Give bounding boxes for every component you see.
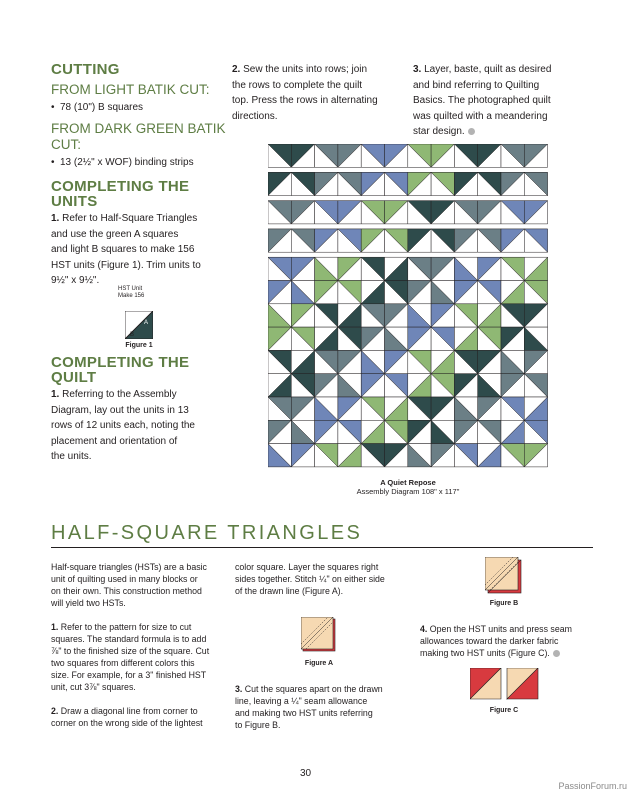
hst-unit bbox=[361, 397, 384, 420]
hst-unit bbox=[291, 304, 314, 327]
hst-unit bbox=[478, 327, 501, 350]
step-number: 3. bbox=[235, 684, 243, 694]
hst-unit bbox=[431, 304, 454, 327]
figure-1-label-1: HST Unit bbox=[118, 286, 143, 292]
hst-unit bbox=[361, 350, 384, 373]
hst-unit bbox=[385, 144, 408, 167]
text-line: color square. Layer the squares right bbox=[235, 562, 379, 572]
hst-unit bbox=[385, 281, 408, 304]
hst-unit bbox=[361, 281, 384, 304]
hst-unit bbox=[408, 374, 431, 397]
text-line: unit, cut 3⅞" squares. bbox=[51, 682, 136, 692]
hst-unit bbox=[315, 172, 338, 195]
hst-unit bbox=[385, 229, 408, 252]
hst-unit bbox=[385, 420, 408, 443]
text-line: was quilted with a meandering bbox=[413, 110, 548, 122]
hst-unit bbox=[361, 257, 384, 280]
text-line: Draw a diagonal line from corner to bbox=[60, 706, 198, 716]
text-line: Referring to the Assembly bbox=[62, 389, 177, 400]
hst-unit bbox=[268, 229, 291, 252]
hst-unit bbox=[291, 350, 314, 373]
hst-unit bbox=[268, 281, 291, 304]
column-2-text bbox=[232, 62, 408, 124]
hst-unit bbox=[501, 420, 524, 443]
hst-unit bbox=[501, 281, 524, 304]
units-step bbox=[51, 211, 226, 289]
text-line: of the drawn line (Figure A). bbox=[235, 586, 344, 596]
hst-unit bbox=[524, 229, 547, 252]
hst-unit bbox=[291, 444, 314, 467]
step-number: 2. bbox=[51, 706, 59, 716]
hst-unit bbox=[268, 397, 291, 420]
hst-unit bbox=[478, 281, 501, 304]
hst-unit bbox=[454, 350, 477, 373]
hst-unit bbox=[524, 374, 547, 397]
hst-unit bbox=[431, 444, 454, 467]
hst-unit bbox=[524, 397, 547, 420]
text-line: HST units (Figure 1). Trim units to bbox=[51, 259, 201, 271]
hst-unit bbox=[454, 327, 477, 350]
units-heading-1: COMPLETING THE bbox=[51, 178, 190, 195]
hst-unit bbox=[361, 172, 384, 195]
hst-unit bbox=[338, 350, 361, 373]
hst-unit bbox=[408, 144, 431, 167]
hst-unit bbox=[524, 172, 547, 195]
text-line: and bind referring to Quilting bbox=[413, 79, 540, 91]
hst-unit bbox=[315, 304, 338, 327]
hst-unit bbox=[268, 201, 291, 224]
hst-unit bbox=[268, 374, 291, 397]
hst-unit bbox=[501, 350, 524, 373]
hst-unit bbox=[338, 201, 361, 224]
hst-unit bbox=[524, 444, 547, 467]
text-line: on their own. This construction method bbox=[51, 586, 202, 596]
hst-unit bbox=[338, 229, 361, 252]
hst-unit bbox=[454, 257, 477, 280]
text-line: unit of quilting used in many blocks or bbox=[51, 574, 198, 584]
hst-unit bbox=[291, 374, 314, 397]
hst-unit bbox=[361, 229, 384, 252]
assembly-diagram bbox=[268, 144, 548, 469]
hst-unit bbox=[454, 229, 477, 252]
hst-unit bbox=[385, 444, 408, 467]
hst-unit bbox=[408, 257, 431, 280]
watermark: PassionForum.ru bbox=[558, 781, 627, 791]
hst-unit bbox=[431, 229, 454, 252]
fig-b-label: B bbox=[130, 332, 135, 338]
hst-unit bbox=[385, 350, 408, 373]
hst-unit bbox=[431, 327, 454, 350]
hst-unit bbox=[501, 444, 524, 467]
figure-c-illustration bbox=[470, 668, 540, 700]
hst-unit bbox=[315, 397, 338, 420]
text-line: Half-square triangles (HSTs) are a basic bbox=[51, 562, 207, 572]
text-line: Layer, baste, quilt as desired bbox=[424, 64, 552, 75]
hst-unit bbox=[408, 172, 431, 195]
hst-unit bbox=[338, 257, 361, 280]
hst-unit bbox=[291, 229, 314, 252]
hst-unit bbox=[501, 144, 524, 167]
hst-unit bbox=[291, 281, 314, 304]
hst-unit bbox=[524, 350, 547, 373]
hst-unit bbox=[315, 327, 338, 350]
hst-unit bbox=[385, 374, 408, 397]
hst-unit bbox=[385, 397, 408, 420]
hst-unit bbox=[315, 257, 338, 280]
figure-a-caption: Figure A bbox=[304, 660, 334, 667]
hst-unit bbox=[454, 374, 477, 397]
text-line: squares. The standard formula is to add bbox=[51, 634, 207, 644]
diagram-caption bbox=[268, 478, 548, 496]
hst-unit bbox=[291, 397, 314, 420]
column-3-text bbox=[413, 62, 593, 140]
hst-unit bbox=[385, 304, 408, 327]
hst-unit bbox=[501, 172, 524, 195]
hst-unit bbox=[524, 281, 547, 304]
hst-unit bbox=[385, 257, 408, 280]
hst-unit bbox=[501, 374, 524, 397]
text-line: star design. bbox=[413, 126, 465, 137]
text-line: Diagram, lay out the units in 13 bbox=[51, 404, 189, 416]
diagram-subtitle: Assembly Diagram 108" x 117" bbox=[356, 487, 460, 496]
text-line: top. Press the rows in alternating bbox=[232, 95, 378, 106]
hst-unit bbox=[408, 350, 431, 373]
hst-unit bbox=[431, 201, 454, 224]
hst-unit bbox=[315, 229, 338, 252]
hst-unit bbox=[385, 172, 408, 195]
hst-unit bbox=[524, 144, 547, 167]
light-item: • 78 (10") B squares bbox=[51, 101, 226, 115]
hst-unit bbox=[291, 201, 314, 224]
figure-1-caption: Figure 1 bbox=[125, 342, 153, 349]
hst-unit bbox=[524, 327, 547, 350]
hst-unit bbox=[454, 281, 477, 304]
quilt-step bbox=[51, 387, 226, 465]
hst-unit bbox=[291, 172, 314, 195]
units-heading-2: UNITS bbox=[51, 193, 98, 210]
hst-unit bbox=[338, 172, 361, 195]
text-line: making two HST units (Figure C). bbox=[420, 648, 550, 658]
hst-unit bbox=[524, 201, 547, 224]
hst-unit bbox=[454, 397, 477, 420]
hst-unit bbox=[501, 257, 524, 280]
diagram-title: A Quiet Repose bbox=[380, 478, 436, 487]
hst-unit bbox=[431, 420, 454, 443]
quilt-heading-2: QUILT bbox=[51, 369, 97, 386]
hst-unit bbox=[478, 201, 501, 224]
hst-unit bbox=[268, 144, 291, 167]
hst-unit bbox=[338, 374, 361, 397]
dark-batik-heading-1: FROM DARK GREEN BATIK bbox=[51, 121, 226, 136]
hst-unit bbox=[338, 420, 361, 443]
hst-unit bbox=[291, 257, 314, 280]
step-number: 1. bbox=[51, 389, 60, 400]
hst-unit bbox=[338, 397, 361, 420]
hst-unit bbox=[478, 420, 501, 443]
hst-unit bbox=[478, 304, 501, 327]
cutting-section bbox=[51, 62, 226, 289]
hst-unit bbox=[408, 229, 431, 252]
hst-unit bbox=[408, 281, 431, 304]
hst-unit bbox=[478, 444, 501, 467]
hst-unit bbox=[431, 281, 454, 304]
hst-unit bbox=[501, 327, 524, 350]
dark-item: • 13 (2½" x WOF) binding strips bbox=[51, 156, 226, 170]
hst-unit bbox=[408, 420, 431, 443]
hst-unit bbox=[385, 201, 408, 224]
text-line: Sew the units into rows; join bbox=[243, 64, 368, 75]
text-line: ⅞" to the finished size of the square. Cut bbox=[51, 646, 210, 656]
hst-unit-figure bbox=[125, 311, 153, 339]
hst-unit bbox=[478, 229, 501, 252]
step-number: 2. bbox=[232, 64, 241, 75]
hst-unit bbox=[361, 444, 384, 467]
hst-unit bbox=[501, 229, 524, 252]
figure-b-illustration bbox=[485, 557, 523, 595]
hst-unit bbox=[478, 257, 501, 280]
text-line: will yield two HSTs. bbox=[51, 598, 126, 608]
hst-unit bbox=[338, 304, 361, 327]
quilt-section bbox=[51, 355, 226, 465]
figure-b-caption: Figure B bbox=[489, 600, 519, 607]
hst-unit bbox=[431, 374, 454, 397]
fig-a-label: A bbox=[144, 320, 149, 326]
hst-unit bbox=[338, 444, 361, 467]
hst-unit bbox=[361, 201, 384, 224]
hst-unit bbox=[501, 201, 524, 224]
hst-unit bbox=[524, 420, 547, 443]
text-line: size. For example, for a 3" finished HST bbox=[51, 670, 207, 680]
hst-unit bbox=[454, 304, 477, 327]
text-line: line, leaving a ¼" seam allowance bbox=[235, 696, 368, 706]
text-line: 9½" x 9½". bbox=[51, 275, 100, 286]
text-line: rows of 12 units each, noting the bbox=[51, 420, 195, 431]
hst-unit bbox=[431, 350, 454, 373]
hst-step-3 bbox=[235, 683, 415, 731]
hst-unit bbox=[408, 201, 431, 224]
text-line: Open the HST units and press seam bbox=[429, 624, 572, 634]
hst-unit bbox=[338, 327, 361, 350]
light-batik-heading: FROM LIGHT BATIK CUT: bbox=[51, 82, 210, 97]
step-number: 1. bbox=[51, 622, 59, 632]
hst-unit bbox=[431, 257, 454, 280]
hst-unit bbox=[408, 397, 431, 420]
hst-column-2 bbox=[235, 561, 415, 597]
hst-unit bbox=[478, 350, 501, 373]
text-line: two squares from different colors this bbox=[51, 658, 195, 668]
hst-unit bbox=[408, 327, 431, 350]
hst-unit bbox=[501, 397, 524, 420]
cutting-heading: CUTTING bbox=[51, 61, 120, 78]
hst-unit bbox=[408, 444, 431, 467]
hst-unit bbox=[268, 257, 291, 280]
end-mark-icon bbox=[553, 650, 560, 657]
hst-column-1 bbox=[51, 561, 226, 729]
hst-unit bbox=[268, 420, 291, 443]
hst-unit bbox=[268, 444, 291, 467]
text-line: Refer to the pattern for size to cut bbox=[60, 622, 192, 632]
hst-unit bbox=[431, 397, 454, 420]
hst-unit bbox=[524, 304, 547, 327]
text-line: Refer to Half-Square Triangles bbox=[62, 213, 198, 224]
hst-unit bbox=[315, 444, 338, 467]
hst-unit bbox=[315, 350, 338, 373]
hst-section-title: HALF-SQUARE TRIANGLES bbox=[51, 522, 363, 544]
hst-unit bbox=[431, 172, 454, 195]
hst-unit bbox=[454, 144, 477, 167]
figure-1-label bbox=[118, 286, 168, 300]
hst-unit bbox=[268, 327, 291, 350]
figure-a-illustration bbox=[301, 617, 337, 653]
hst-unit bbox=[268, 304, 291, 327]
hst-unit bbox=[291, 327, 314, 350]
text-line: the rows to complete the quilt bbox=[232, 79, 363, 91]
hst-unit bbox=[291, 420, 314, 443]
hst-unit bbox=[315, 420, 338, 443]
hst-unit bbox=[501, 304, 524, 327]
text-line: sides together. Stitch ¼" on either side bbox=[235, 574, 385, 584]
hst-unit bbox=[361, 327, 384, 350]
hst-unit bbox=[361, 420, 384, 443]
hst-unit bbox=[338, 144, 361, 167]
hst-unit bbox=[431, 144, 454, 167]
hst-unit bbox=[268, 350, 291, 373]
hst-unit bbox=[454, 420, 477, 443]
figure-1-label-2: Make 156 bbox=[118, 293, 145, 299]
text-line: and light B squares to make 156 bbox=[51, 244, 195, 255]
hst-unit bbox=[454, 201, 477, 224]
hst-unit bbox=[361, 374, 384, 397]
hst-unit bbox=[315, 144, 338, 167]
quilt-heading-1: COMPLETING THE bbox=[51, 354, 190, 371]
text-line: Basics. The photographed quilt bbox=[413, 95, 551, 106]
hst-step-4 bbox=[420, 623, 595, 659]
hst-unit bbox=[408, 304, 431, 327]
hst-unit bbox=[315, 201, 338, 224]
figure-c-caption: Figure C bbox=[489, 707, 519, 714]
text-line: corner on the wrong side of the lightest bbox=[51, 718, 203, 728]
end-mark-icon bbox=[468, 128, 475, 135]
hst-unit bbox=[454, 172, 477, 195]
hst-unit bbox=[361, 144, 384, 167]
text-line: and use the green A squares bbox=[51, 228, 179, 240]
text-line: placement and orientation of bbox=[51, 435, 178, 447]
hst-unit bbox=[478, 172, 501, 195]
hst-unit bbox=[524, 257, 547, 280]
hst-unit bbox=[478, 144, 501, 167]
hst-unit bbox=[291, 144, 314, 167]
text-line: allowances toward the darker fabric bbox=[420, 636, 559, 646]
dark-batik-heading-2: CUT: bbox=[51, 137, 81, 152]
hst-unit bbox=[454, 444, 477, 467]
hst-unit bbox=[478, 374, 501, 397]
step-number: 1. bbox=[51, 213, 60, 224]
section-divider bbox=[51, 547, 593, 548]
hst-unit bbox=[268, 172, 291, 195]
hst-unit bbox=[361, 304, 384, 327]
text-line: to Figure B. bbox=[235, 720, 281, 730]
hst-unit bbox=[315, 281, 338, 304]
hst-unit bbox=[478, 397, 501, 420]
page-number: 30 bbox=[300, 768, 312, 779]
step-number: 3. bbox=[413, 64, 422, 75]
hst-unit bbox=[315, 374, 338, 397]
text-line: the units. bbox=[51, 451, 92, 462]
text-line: directions. bbox=[232, 110, 278, 122]
hst-unit bbox=[338, 281, 361, 304]
step-number: 4. bbox=[420, 624, 428, 634]
text-line: and making two HST units referring bbox=[235, 708, 373, 718]
text-line: Cut the squares apart on the drawn bbox=[244, 684, 383, 694]
hst-unit bbox=[385, 327, 408, 350]
